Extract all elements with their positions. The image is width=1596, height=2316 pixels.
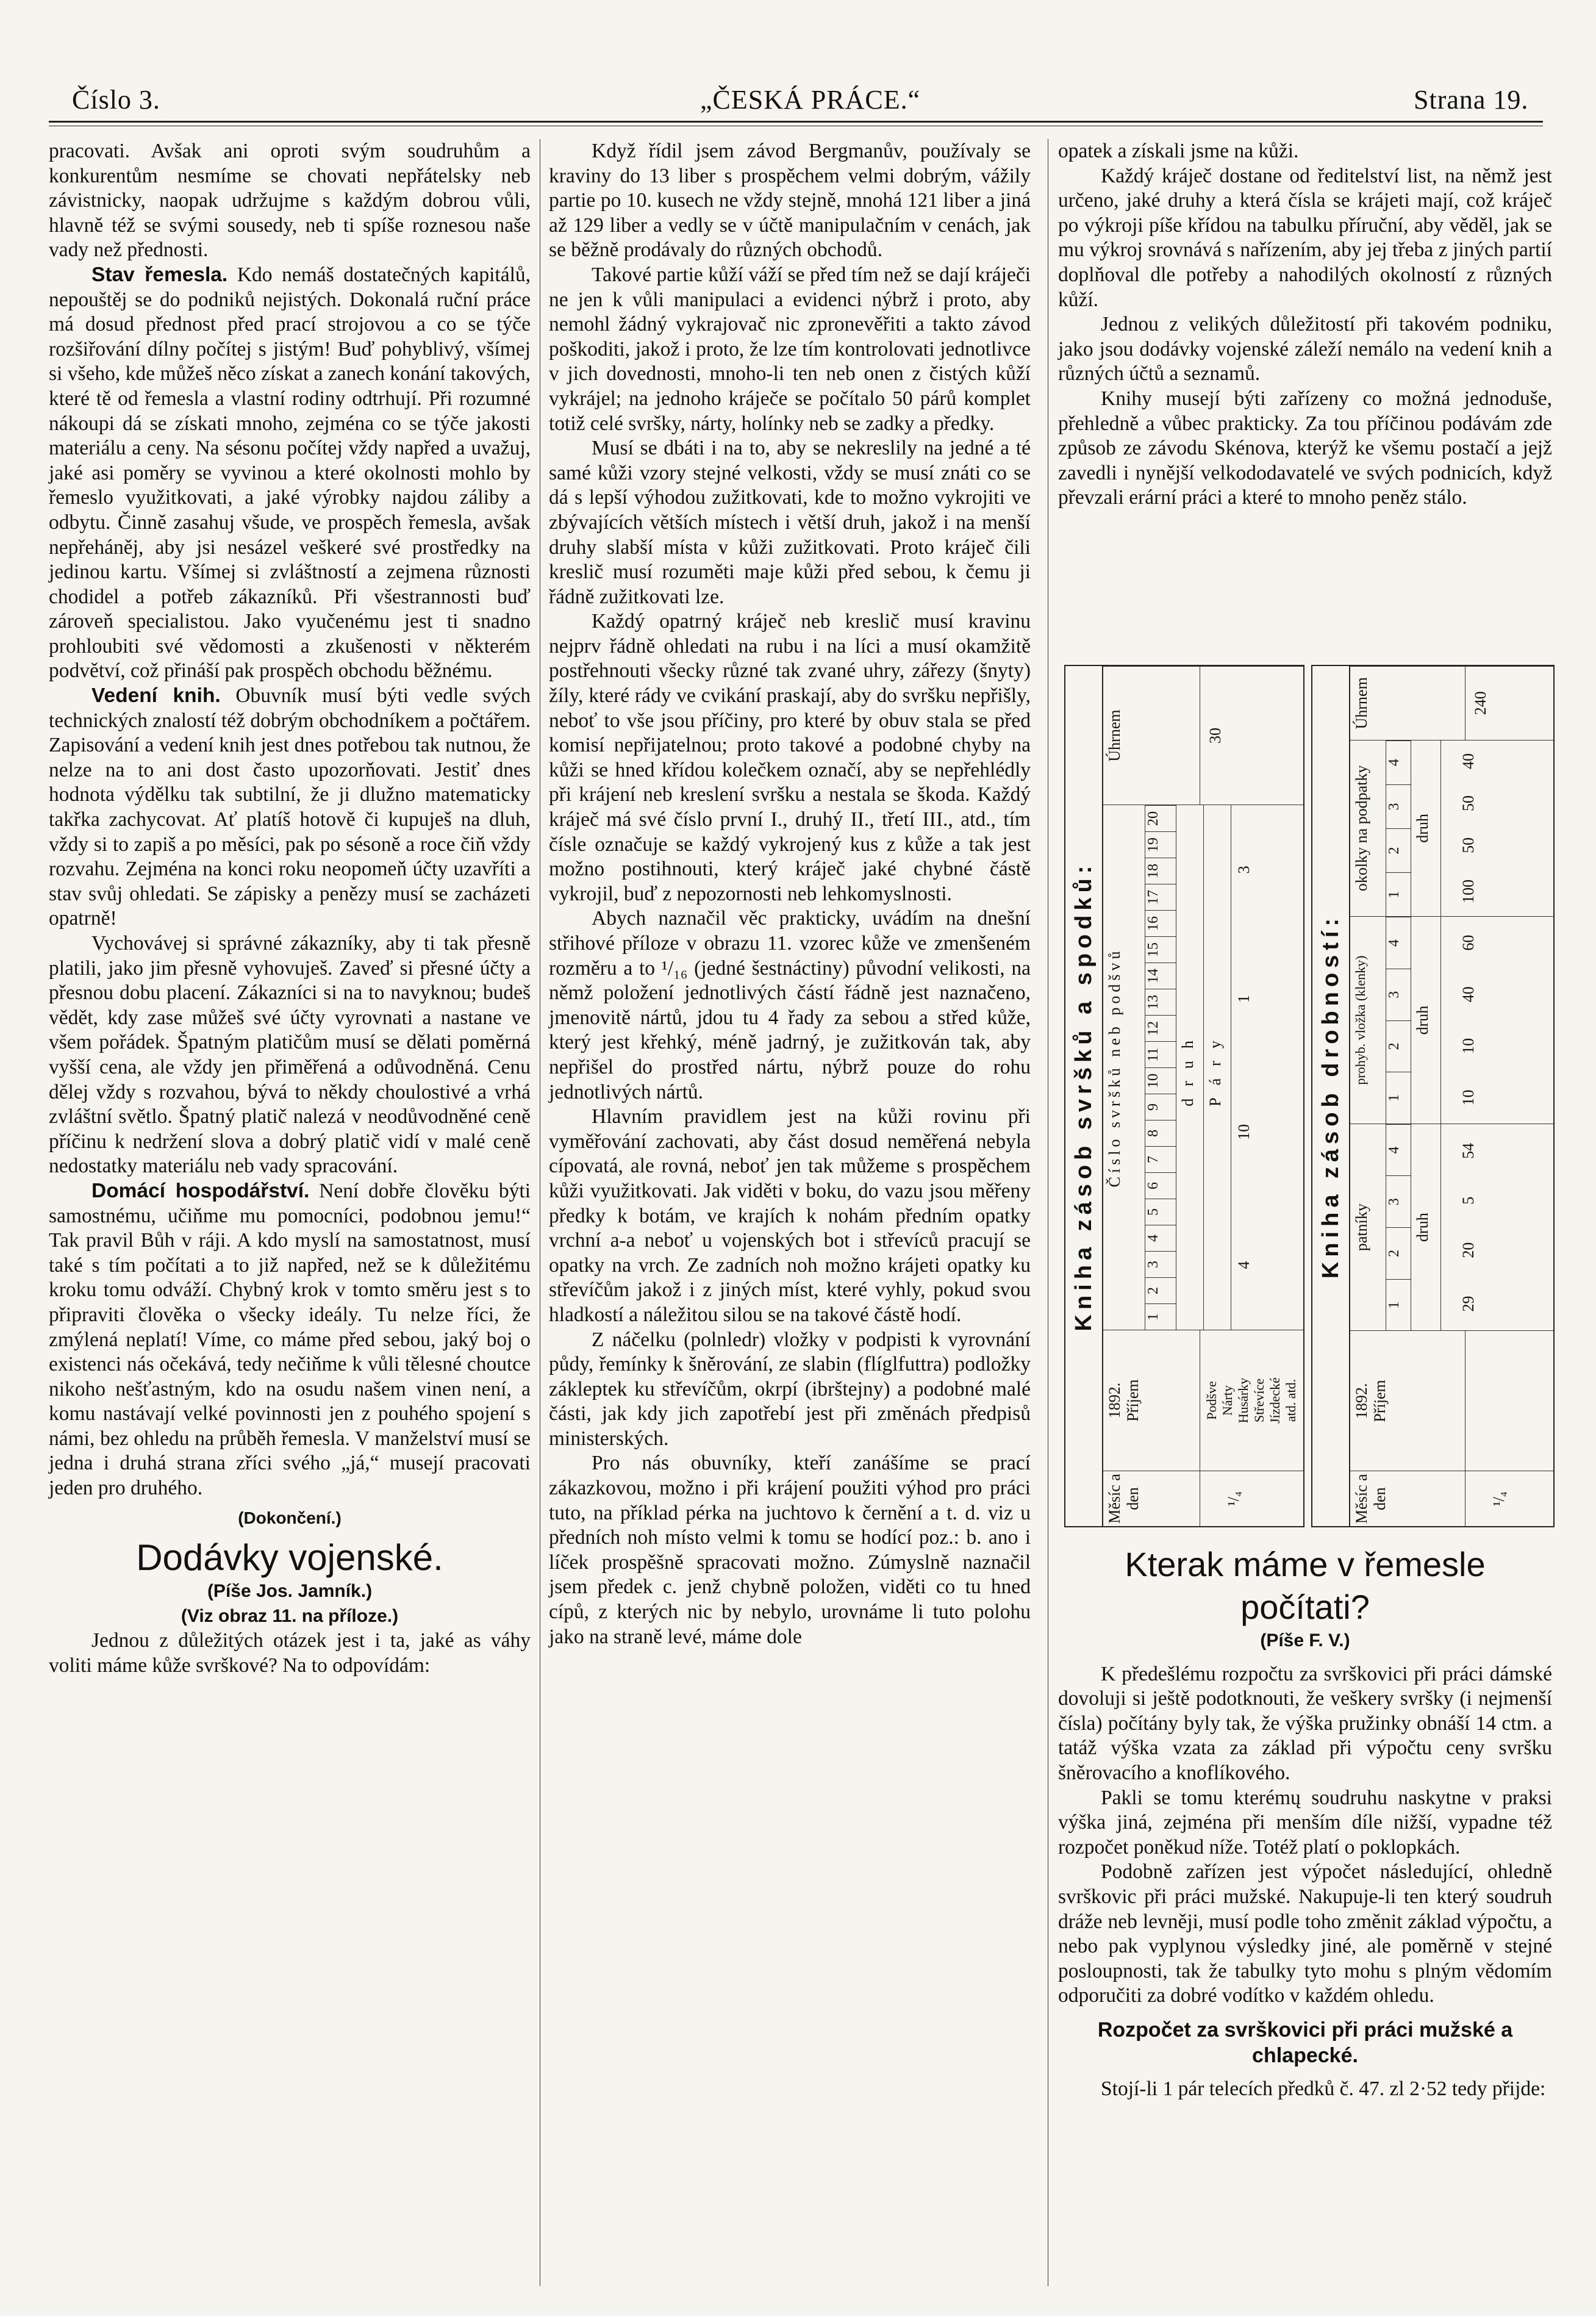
paragraph: Hlavním pravidlem jest na kůži rovinu při vyměřování zachovati, aby část dosud neměřená nebyla cípovatá, ale rovná, neboť jen tak můžeme s prospěchem kůži využitkovati. Jak viděti v boku, do vazu jsou měřeny předky k botám, ve krajích k nohám předním opatky vrchní a-a neboť u vojenských bot i střevíců pracují se opatky na vrch. Ze zadních noh možno krájeti opatky ku střevíčům jakož i z jiných míst, které vyhly, pokud svou hladkostí a náležitou silou se na takové částě hodí.	[549, 1105, 1031, 1326]
issue-number: Číslo 3.	[72, 85, 160, 115]
sub-cell: 4	[1386, 917, 1411, 969]
month-day-label: Měsíc a den	[1103, 1471, 1200, 1526]
size-cell: 6	[1145, 1172, 1176, 1199]
column-1	[49, 139, 531, 1679]
sub-cell: 4	[1386, 1124, 1411, 1176]
table-cell: 50	[1459, 795, 1477, 811]
size-cell: 10	[1145, 1067, 1176, 1094]
article-byline: (Píše Jos. Jamník.)	[207, 1581, 373, 1602]
size-cell: 14	[1145, 963, 1176, 989]
paragraph: Jednou z důležitých otázek jest i ta, jaké as váhy voliti máme kůže svrškové? Na to odpovídám:	[49, 1629, 531, 1677]
sub-cell: 2	[1386, 828, 1411, 872]
continued-note: (Dokončení.)	[238, 1508, 342, 1527]
row-label: Jízdecké	[1267, 1377, 1283, 1424]
table-cell: 4	[1235, 1261, 1253, 1269]
total-label: Úhrnem	[1103, 667, 1200, 805]
paragraph	[49, 1179, 531, 1501]
row-label: Nárty	[1220, 1385, 1235, 1416]
row-label: Podšve	[1204, 1381, 1219, 1420]
paragraph: Podobně zařízen jest výpočet následující, ohledně svrškovic při práci mužské. Nakupuje-li ten který soudruh dráže neb levněji, musí podle toho změnit základ výpočtu, a nebo pak vyplynou výsledky jiné, ale poměrně v stejné posloupnosti, tak že tabulky tyto mohu s plným vědomím odporučiti za dobré vodítko v každém ohledu.	[1058, 1860, 1552, 2007]
table-cell: 5	[1459, 1196, 1477, 1205]
table-cell: 54	[1459, 1142, 1477, 1159]
section-heading: Stav řemesla.	[91, 263, 228, 286]
size-cell: 13	[1145, 989, 1176, 1015]
size-cell: 5	[1145, 1199, 1176, 1225]
kind-label: druh	[1411, 917, 1441, 1124]
table-cell: 3	[1235, 866, 1253, 874]
stock-book-smallwares-table	[1311, 665, 1555, 1527]
paragraph: Stojí-li 1 pár telecích předků č. 47. zl 2·52 tedy přijde:	[1101, 2077, 1546, 2100]
section-text: Kdo nemáš dostatečných kapitálů, nepouštěj se do podniků nejistých. Dokonalá ruční práce má dosud přednost před prací strojovou a co se týče rozšiřování dílny počítej s jistým! Buď pohyblivý, všímej si všeho, kde můžeš něco získat a zanech konání takových, které tě od řemesla a vlastní rodiny odtrhují. Při rozumné nákoupi dá se získati mnoho, zejména co se týče jakosti materiálu a ceny. Na sésonu počítej vždy napřed a uvažuj, jaké asi poměry se vyvinou a které okolnosti mohlo by řemeslo využitkovati, a jaké výrobky najdou záliby a odbytu. Činně zasahuj všude, ve prospěch řemesla, avšak nepřeháněj, aby jsi nesázel veškeré své prostředky na jedinou kartu. Všímej si zvláštností a zejmena různosti chodidel a potřeb zákazníků. Při všestrannosti buď zároveň specialistou. Jako vyučenému jest ti snadno prohloubiti své vědomosti a zkušenosti v některém podvětví, což přináší pak prospěch obchodu běžnému.	[49, 263, 531, 683]
paragraph	[49, 263, 531, 684]
table-cell: 50	[1459, 837, 1477, 853]
receipt-label: Příjem	[1371, 1380, 1389, 1422]
table-cell: 30	[1206, 728, 1224, 744]
size-cell: 12	[1145, 1015, 1176, 1041]
table-cell: 10	[1235, 1124, 1253, 1140]
article-title: Dodávky vojenské.	[136, 1537, 443, 1579]
table-cell: 40	[1459, 753, 1477, 769]
row-label: Husárky	[1236, 1377, 1251, 1424]
kind-label: druh	[1411, 740, 1441, 917]
section-heading: Vedení knih.	[91, 684, 221, 708]
receipt-label: Příjem	[1124, 1379, 1142, 1422]
stock-book-uppers-table	[1064, 665, 1304, 1527]
table-cell: 60	[1459, 934, 1477, 951]
table-cell: 100	[1459, 879, 1477, 903]
year-label: 1892.	[1106, 1382, 1123, 1419]
sub-cell: 2	[1386, 1227, 1411, 1279]
table-cell: 29	[1459, 1296, 1477, 1312]
size-cell: 19	[1145, 831, 1176, 858]
column-label: patníky	[1350, 1124, 1386, 1331]
paragraph: Takové partie kůží váží se před tím než se dají kráječi ne jen k vůli manipulaci a evidenci nýbrž i proto, aby nemohl žádný vykrajovač nic zpronevěřiti a takto závod poškoditi, jakož i proto, že lze tím kontrolovati jednotlivce v jich dovednosti, mnoho-li ten neb onen z čistých kůží vykrájel; na jednoho kráječe se počítalo 50 párů komplet totiž celé svršky, nárty, holínky neb se zadky a předky.	[549, 263, 1031, 435]
column-label: okolky na podpatky	[1350, 740, 1386, 917]
paragraph: Jednou z velikých důležitostí při takovém podniku, jako jsou dodávky vojenské záleží nemálo na vedení knih a různých účtů a seznamů.	[1058, 313, 1552, 385]
section-text: Obuvník musí býti vedle svých technických znalostí též dobrým obchodníkem a počtářem. Zapisování a vedení knih jest dnes potřebou tak nutnou, že nelze na to ani dost často upozorňovati. Jestiť dnes hodnota výdělku tak subtilní, že ji dlužno matematicky takřka zachycovat. Ať platíš hotově či kupuješ na dluh, vždy si to zapiš a po měsíci, pak po sésoně a roce čiň vždy rozvahu. Zejména na konci roku neopomeň účty uzavříti a stav svůj ohledati. Se zápisky a penězy musí se zacházeti opatrně!	[49, 684, 531, 930]
size-cell: 15	[1145, 936, 1176, 963]
paragraph: Pakli se tomu kterémų soudruhu naskytne v praksi výška jiná, zejména při menším díle nižší, vypadne též rozpočet poněkud níže. Totéž platí o poklopkách.	[1058, 1786, 1552, 1859]
paragraph: pracovati. Avšak ani oproti svým soudruhům a konkurentům nesmíme se chovati nepřátelsky neb závistnicky, naopak udržujme s každým dobrou vůli, hlavně též se svými sousedy, neb ti spíše roznesou naše vady než přednosti.	[49, 140, 531, 262]
sub-cell: 3	[1386, 1175, 1411, 1227]
paragraph: Z náčelku (polnledr) vložky v podpisti k vyrovnání půdy, řemínky k šněrování, ze slabin (flíglfuttra) podložky zákleptek ku střevíčům, okrpí (ibrštejny) a podobné malé části, jak kdy jich zapotřebí jest při změnách předpisů ministerských.	[549, 1328, 1031, 1450]
column-label: prohyb. vložka (klenky)	[1350, 917, 1386, 1124]
size-cell: 1	[1145, 1303, 1176, 1330]
subheading: Rozpočet za svrškovici při práci mužské a chlapecké.	[1097, 2018, 1513, 2067]
article-byline: (Píše F. V.)	[1260, 1630, 1350, 1651]
sub-cell: 1	[1386, 872, 1411, 916]
kind-label: druh	[1411, 1124, 1441, 1331]
table-cell: ¹/₄	[1225, 1491, 1242, 1507]
month-day-label: Měsíc a den	[1350, 1471, 1465, 1526]
paragraph: Abych naznačil věc prakticky, uvádím na dnešní střihové příloze v obrazu 11. vzorec kůže ve zmenšeném rozměru a to ¹/₁₆ (jedné šestnáctiny) původní velikosti, na němž položení jednotlivých částí řádně jest naznačeno, jmenovitě nártů, jdou tu 4 řady za sebou a střed kůže, který jest křehký, méně jadrný, je zužitkován tak, aby nepřišel do prostřed nártu, nýbrž pouze do rohu jednotlivých nártů.	[549, 907, 1031, 1103]
size-cell: 9	[1145, 1094, 1176, 1120]
size-cell: 11	[1145, 1041, 1176, 1067]
paragraph: Když řídil jsem závod Bergmanův, používaly se kraviny do 13 liber s prospěchem velmi dobrým, vážily partie po 10. kusech ne vždy stejně, mnohá 121 liber a jiná až 129 liber a vedly se v účtě manipulačním v cenách, jak se běžně prodávaly do různých obchodů.	[549, 140, 1031, 262]
column-2	[549, 139, 1031, 1649]
size-cell: 3	[1145, 1251, 1176, 1277]
table-cell: 240	[1472, 691, 1489, 715]
ledger-tables	[1064, 665, 1552, 1525]
table-cell: 40	[1459, 986, 1477, 1003]
section-text: Není dobře člověku býti samostnému, učiňme mu pomocníci, podobnou jemu!“ Tak pravil Bůh v ráji. A kdo myslí na samostatnost, musí také s tím počítati a to již napřed, než se k důležitému kroku tomu odváží. Chybný krok v tomto směru jest s to připraviti člověka o všecky ideály. Tu nelze říci, že zmýlená neplatí! Víme, co máme před sebou, jaký boj o existenci nás očekává, tedy nečiňme k vůli tělesné choutce nikoho nešťastným, kdo na osudu našem vinen není, a komu nastávají velké povinnosti jen z pouhého spojení s námi, bez ohledu na průběh řemesla. V manželství musí se jedna i druhá strana zříci svého „já,“ musejí pracovati jeden pro druhého.	[49, 1179, 531, 1500]
kind-label: druh	[1176, 805, 1204, 1330]
paragraph: opatek a získali jsme na kůži.	[1058, 140, 1299, 162]
year-label: 1892.	[1353, 1383, 1370, 1419]
row-label: Střevíce	[1251, 1378, 1267, 1423]
page-number: Strana 19.	[1414, 85, 1529, 115]
sub-cell: 3	[1386, 969, 1411, 1020]
paragraph: Knihy musejí býti zařízeny co možná jednoduše, přehledně a vůbec prakticky. Za tou příčinou podávám zde způsob ze závodu Skénova, kterýž ke všemu postačí a jejž zavedli i nynější velkododavatelé ve svých podnicích, když převzali erární práci a které to mnoho peněz stálo.	[1058, 387, 1552, 509]
table-cell: 10	[1459, 1038, 1477, 1054]
page-header	[0, 0, 1596, 140]
column-3-lower	[1058, 1537, 1552, 2102]
journal-title: „ČESKÁ PRÁCE.“	[700, 85, 921, 115]
paragraph: Každý opatrný kráječ neb kreslič musí kravinu nejprv řádně ohledati na rubu i na líci a musí okamžitě postřehnouti všecky různé tak zvané uhry, zářezy (šnyty) žíly, které rády ve cvikání praskají, aby do svršku nepřišly, neboť to vše jsou příčiny, pro které by obuv stala se před komisí nepřijatelnou; proto takové a podobné chyby na kůži se hned křídou kolečkem označí, aby se nepřehlédly při krájení neb kreslení svršku a nestala se škoda. Každý kráječ má své číslo první I., druhý II., třetí III., atd., tím čísle označuje se každý vykrojený kus z kůže a tak jest možno postihnouti, který kráječ jaké chybné částě vykrojil, buď z nepozornosti neb lehkomyslnosti.	[549, 610, 1031, 905]
header-rule	[49, 121, 1543, 123]
size-cell: 7	[1145, 1146, 1176, 1172]
table-cell: 1	[1235, 995, 1253, 1003]
table-title: Kniha zásob drobností:	[1312, 666, 1350, 1526]
size-cell: 2	[1145, 1277, 1176, 1303]
column-3	[1058, 139, 1552, 511]
paragraph: K předešlému rozpočtu za svrškovici při práci dámské dovoluji si ještě podotknouti, že veškery svršky (i nejmenší čísla) počítány byly tak, že výška pružinky obnáší 14 ctm. a tatáž výška vzata za základ při výpočtu ceny svršku šněrovacího a knoflíkového.	[1058, 1662, 1552, 1784]
sub-cell: 4	[1386, 740, 1411, 784]
sub-cell: 2	[1386, 1020, 1411, 1072]
table-title: Kniha zásob svršků a spodků:	[1065, 666, 1103, 1526]
size-cell: 17	[1145, 884, 1176, 910]
paragraph: Každý kráječ dostane od ředitelství list, na němž jest určeno, jaké druhy a která čísla se krájeti mají, což kráječ po výkroji píše křídou na tabulku příruční, aby věděl, jak se mu výkroj srovnává s nařízením, aby jej třeba z jiných partií doplňoval dle potřeby a nahodilých okolností z různých kůží.	[1058, 164, 1552, 311]
size-cell: 4	[1145, 1225, 1176, 1251]
row-label: atd. atd.	[1283, 1378, 1298, 1422]
section-heading: Domácí hospodářství.	[91, 1179, 310, 1202]
size-cell: 20	[1145, 805, 1176, 831]
pairs-label: Páry	[1204, 805, 1231, 1330]
sub-cell: 3	[1386, 784, 1411, 828]
paragraph: Vychovávej si správné zákazníky, aby ti tak přesně platili, jako jim přesně vyhovuješ. Zaveď si přesné účty a přesnou dobu placení. Zákazníci si na to navyknou; budeš vědět, kdy zase můžeš své účty vyrovnati a nastane ve všem pořádek. Špatným platičům musí se dělati poměrná vyšší cena, ale vždy jen přiměřená a odůvodněná. Cenu dělej vždy s rozvahou, bývá to někdy choulostivé a vrhá zvláštní světlo. Špatný platič nalezá v neodůvodněné ceně příčinu k nedržení slova a dobrý platič vidí v malé ceně nedostatky materiálu neb vady spracování.	[49, 932, 531, 1178]
sizes-label: Číslo svršků neb podšvů	[1103, 805, 1145, 1330]
paragraph: Pro nás obuvníky, kteří zanášíme se prací zákazkovou, možno i při krájení použiti výhod pro práci tuto, na příklad pérka na juchtovo k černění a t. d. viz u předních noh místo velmi k tomu se hodící poz.: b. ano i líček prospěšně spracovati možno. Zúmyslně naznačil jsem předek c. jenž chybně položen, viděti co tu hned cípů, z kterých nic by nebylo, urovnáme li tuto polohu jako na straně levé, máme dole	[549, 1452, 1031, 1648]
size-cell: 8	[1145, 1120, 1176, 1146]
table-cell: 10	[1459, 1089, 1477, 1106]
sub-cell: 1	[1386, 1279, 1411, 1331]
article-note: (Viz obraz 11. na příloze.)	[181, 1605, 399, 1626]
paragraph	[49, 684, 531, 931]
size-cell: 18	[1145, 858, 1176, 884]
table-cell: 20	[1459, 1242, 1477, 1258]
paragraph: Musí se dbáti i na to, aby se nekreslily na jedné a té samé kůži vzory stejné velkosti, vždy se musí znáti co se dá s lepší výhodou zužitkovati, kde to možno vykrojiti ve zbývajících větších místech i větší druh, jakož i na menší druhy slabší místa v kůži zužitkovati. Proto kráječ čili kreslič musí rozuměti maje kůži před sebou, k čemu ji řádně zužitkovati lze.	[549, 437, 1031, 608]
sub-cell: 1	[1386, 1072, 1411, 1124]
article-title: Kterak máme v řemesle počítati?	[1125, 1545, 1486, 1626]
size-cell: 16	[1145, 910, 1176, 936]
table-cell: ¹/₄	[1490, 1491, 1508, 1507]
total-label: Úhrnem	[1350, 667, 1465, 739]
